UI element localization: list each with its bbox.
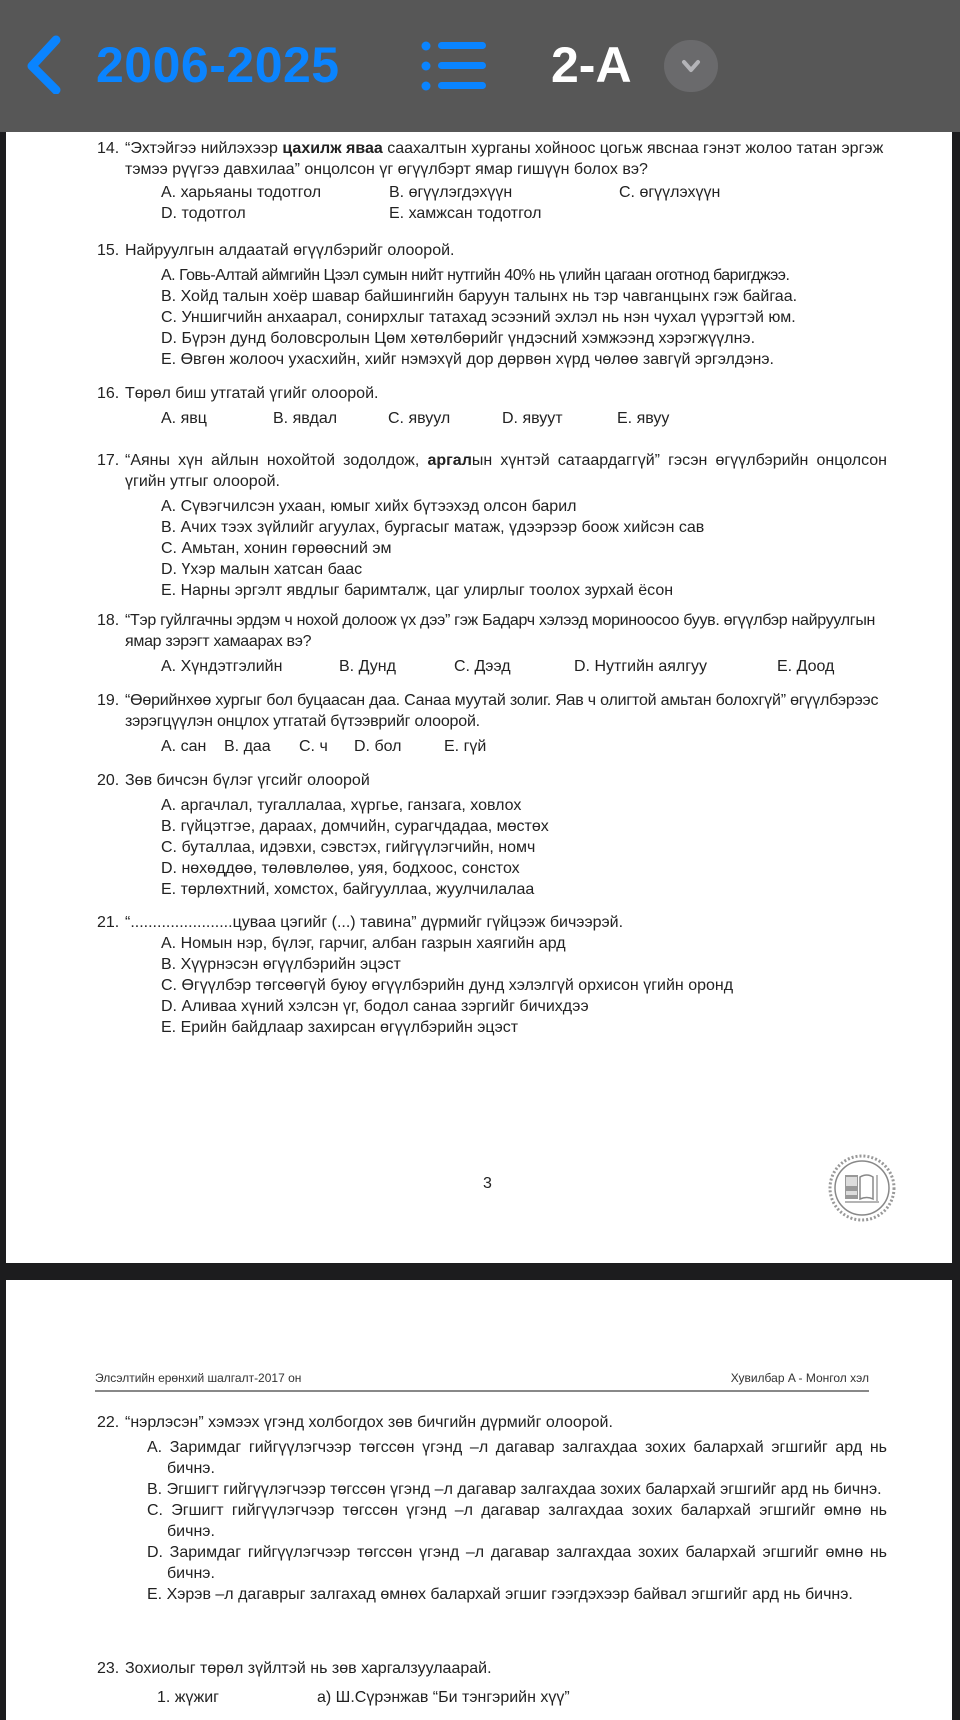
options (161, 496, 887, 601)
option-a: A. явц (161, 410, 207, 427)
options (147, 1437, 887, 1605)
chevron-left-icon (22, 34, 66, 94)
option-c: C. Өгүүлбэр төгсөөгүй буюу өгүүлбэрийн дунд хэлэлгүй орхисон үгийн оронд (161, 977, 734, 994)
question-16 (97, 383, 887, 429)
option-c: C. Уншигчийн анхаарал, сонирхлыг татахад эсээний эхлэл нь нэн чухал үүрэгтэй юм. (161, 309, 796, 326)
stem-text: ын хүнтэй сатаардаггүй” гэсэн өгүүлбэрийн онцолсон үгийн утгыг олоорой. (125, 452, 887, 490)
question-number: 22. (97, 1414, 120, 1431)
question-stem: Зохиолыг төрөл зүйлтэй нь зөв харгалзуулаарай. (125, 1660, 492, 1677)
option-b: B. Ачих тээх зүйлийг агуулах, бургасыг матаж, үдээрээр боож хийсэн сав (161, 519, 705, 536)
option-d: D. Бүрэн дунд боловсролын Цөм хөтөлбөрийг үндэсний хэмжээнд хэрэгжүүлнэ. (161, 330, 756, 347)
back-button[interactable] (22, 34, 66, 94)
question-stem: “.......................цуваа цэгийг (...) тавина” дүрмийг гүйцээж бичээрэй. (125, 914, 624, 931)
question-20 (97, 770, 887, 900)
question-stem: “Өөрийнхөө хургыг бол буцаасан даа. Санаа муутай золиг. Яав ч олигтой амьтан болохгүй” өгүүлбэрээс зэрэгцүүлэн онцлох утгатай бүтээврийг олоорой. (125, 692, 879, 730)
option-b: B. гүйцэтгэе, дараах, домчийн, сурагчдадаа, мөстөх (161, 818, 549, 835)
options (161, 265, 887, 370)
question-number: 16. (97, 385, 120, 402)
option-c: C. Эгшигт гийгүүлэгчээр төгссөн үгэнд –л дагавар залгахдаа зохих балархай эгшгийг өмнө нь бичнэ. (147, 1502, 887, 1540)
option-d: D. Аливаа хүний хэлсэн үг, бодол санаа зэргийг бичихдээ (161, 998, 589, 1015)
option-d: D. Нутгийн аялгуу (574, 658, 708, 675)
options (161, 795, 887, 900)
question-stem: Найруулгын алдаатай өгүүлбэрийг олоорой. (125, 242, 455, 259)
option-b: B. Эгшигт гийгүүлэгчээр төгссөн үгэнд –л дагавар залгахдаа зохих балархай эгшгийг ард нь бичнэ. (147, 1481, 882, 1498)
question-23 (97, 1658, 887, 1708)
options (161, 182, 887, 224)
page-header-left: Элсэлтийн ерөнхий шалгалт-2017 он (95, 1371, 302, 1385)
question-stem: Зөв бичсэн бүлэг үгсийг олоорой (125, 772, 370, 789)
option-b: B. Дунд (339, 658, 396, 675)
question-stem: Төрөл биш утгатай үгийг олоорой. (125, 385, 379, 402)
option-c: C. ч (299, 738, 328, 755)
matching-list (157, 1687, 887, 1708)
option-e: E. Өвгөн жолооч ухасхийн, хийг нэмэхүй дор дөрвөн хүрд чөлөө завгүй эргэлдэнэ. (161, 351, 774, 368)
list-button[interactable] (420, 40, 490, 92)
option-e: E. явуу (617, 410, 670, 427)
option-d: D. Үхэр малын хатсан баас (161, 561, 363, 578)
option-b: B. Хойд талын хоёр шавар байшингийн баруун талынх нь тэр чавганцынх гэж байгаа. (161, 288, 798, 305)
question-22 (97, 1412, 887, 1605)
stem-bold-text: цахилж яваа (282, 140, 383, 157)
stem-text: саахалтын хурганы хойноос цогьж явснаа гэнэт жолоо татан эргэж тэмээ рүүгээ давхилаа” онцолсон үг өгүүлбэрт ямар гишүүн болох вэ? (125, 140, 884, 178)
chevron-down-icon (664, 40, 718, 92)
option-d: D. бол (354, 738, 402, 755)
header-divider (95, 1390, 869, 1392)
question-number: 17. (97, 452, 120, 469)
option-d: D. явуут (502, 410, 563, 427)
question-stem (125, 450, 887, 492)
top-toolbar (0, 0, 960, 132)
question-17 (97, 450, 887, 601)
list-icon (420, 40, 490, 92)
option-c: C. буталлаа, идэвхи, сэвстэх, гийгүүлэгчийн, номч (161, 839, 536, 856)
question-stem: “Тэр гуйлгачны эрдэм ч нохой долоож үх дээ” гэж Бадарч хэлээд мориноосоо буув. өгүүлбэр найруулгын ямар зэрэгт хамаарах вэ? (125, 612, 876, 650)
option-a: A. харьяаны тодотгол (161, 184, 322, 201)
work-item: а) Ш.Сүрэнжав “Би тэнгэрийн хүү” (317, 1689, 570, 1706)
question-19 (97, 690, 887, 757)
option-a: A. Хүндэтгэлийн (161, 658, 283, 675)
option-e: E. төрлөхтний, хомстох, байгууллаа, жуулчилалаа (161, 881, 535, 898)
page-header-right: Хувилбар A - Монгол хэл (730, 1371, 869, 1385)
year-range-title[interactable]: 2006-2025 (96, 37, 340, 93)
question-number: 18. (97, 612, 120, 629)
option-c: C. өгүүлэхүүн (619, 184, 721, 201)
question-number: 21. (97, 914, 120, 931)
page-number: 3 (483, 1175, 492, 1192)
options (161, 736, 887, 757)
option-b: B. даа (224, 738, 271, 755)
stem-text: “Аяны хүн айлын нохойтой зодолдож, (125, 452, 428, 469)
stem-text: “Эхтэйгээ нийлэхээр (125, 140, 283, 157)
document-page-3 (6, 132, 952, 1263)
question-number: 15. (97, 242, 120, 259)
option-e: E. хамжсан тодотгол (389, 205, 542, 222)
question-18 (97, 610, 887, 677)
options (161, 408, 887, 429)
question-21 (97, 912, 887, 1038)
option-a: A. аргачлал, тугаллалаа, хүргье, ганзага, ховлох (161, 797, 522, 814)
stem-bold-text: аргал (427, 452, 472, 469)
option-e: E. Доод (777, 658, 835, 675)
option-b: B. Хүүрнэсэн өгүүлбэрийн эцэст (161, 956, 401, 973)
option-e: E. Нарны эргэлт явдлыг баримталж, цаг улирлыг тоолох зурхай ёсон (161, 582, 674, 599)
option-b: B. өгүүлэгдэхүүн (389, 184, 513, 201)
genre-item: 1. жүжиг (157, 1689, 219, 1706)
question-stem: “нэрлэсэн” хэмээх үгэнд холбогдох зөв бичгийн дүрмийг олоорой. (125, 1414, 613, 1431)
question-number: 14. (97, 140, 120, 157)
option-c: C. Амьтан, хонин гөрөөсний эм (161, 540, 392, 557)
question-stem (125, 138, 887, 180)
option-e: E. Ерийн байдлаар захирсан өгүүлбэрийн эцэст (161, 1019, 519, 1036)
variant-dropdown-button[interactable] (664, 40, 718, 92)
institution-seal-icon (827, 1153, 897, 1223)
question-number: 19. (97, 692, 120, 709)
option-b: B. явдал (273, 410, 338, 427)
option-a: A. Сүвэгчилсэн ухаан, юмыг хийх бүтээхэд олсон барил (161, 498, 577, 515)
option-e: E. Хэрэв –л дагаврыг залгахад өмнөх балархай эгшиг гээгдэхээр байвал эгшгийг ард нь бичнэ. (147, 1586, 853, 1603)
option-d: D. Заримдаг гийгүүлэгчээр төгссөн үгэнд –л дагавар залгахдаа зохих балархай эгшгийг өмнө нь бичнэ. (147, 1544, 887, 1582)
option-a: A. Заримдаг гийгүүлэгчээр төгссөн үгэнд –л дагавар залгахдаа зохих балархай эгшгийг ард нь бичнэ. (147, 1439, 887, 1477)
option-c: C. явуул (388, 410, 451, 427)
option-c: C. Дээд (454, 658, 511, 675)
variant-label[interactable]: 2-A (551, 37, 632, 93)
question-15 (97, 240, 887, 370)
options (161, 933, 887, 1038)
question-14 (97, 138, 887, 224)
option-d: D. тодотгол (161, 205, 246, 222)
options (161, 656, 887, 677)
option-a: A. Говь-Алтай аймгийн Цээл сумын нийт нутгийн 40% нь үлийн цагаан оготнод баригджээ. (161, 267, 790, 284)
option-a: A. сан (161, 738, 207, 755)
question-number: 23. (97, 1660, 120, 1677)
option-a: A. Номын нэр, бүлэг, гарчиг, албан газрын хаягийн ард (161, 935, 566, 952)
question-number: 20. (97, 772, 120, 789)
document-page-4 (6, 1280, 952, 1720)
option-d: D. нөхөддөө, төлөвлөлөө, уяя, бодхоос, сонстох (161, 860, 520, 877)
option-e: E. гүй (444, 738, 487, 755)
